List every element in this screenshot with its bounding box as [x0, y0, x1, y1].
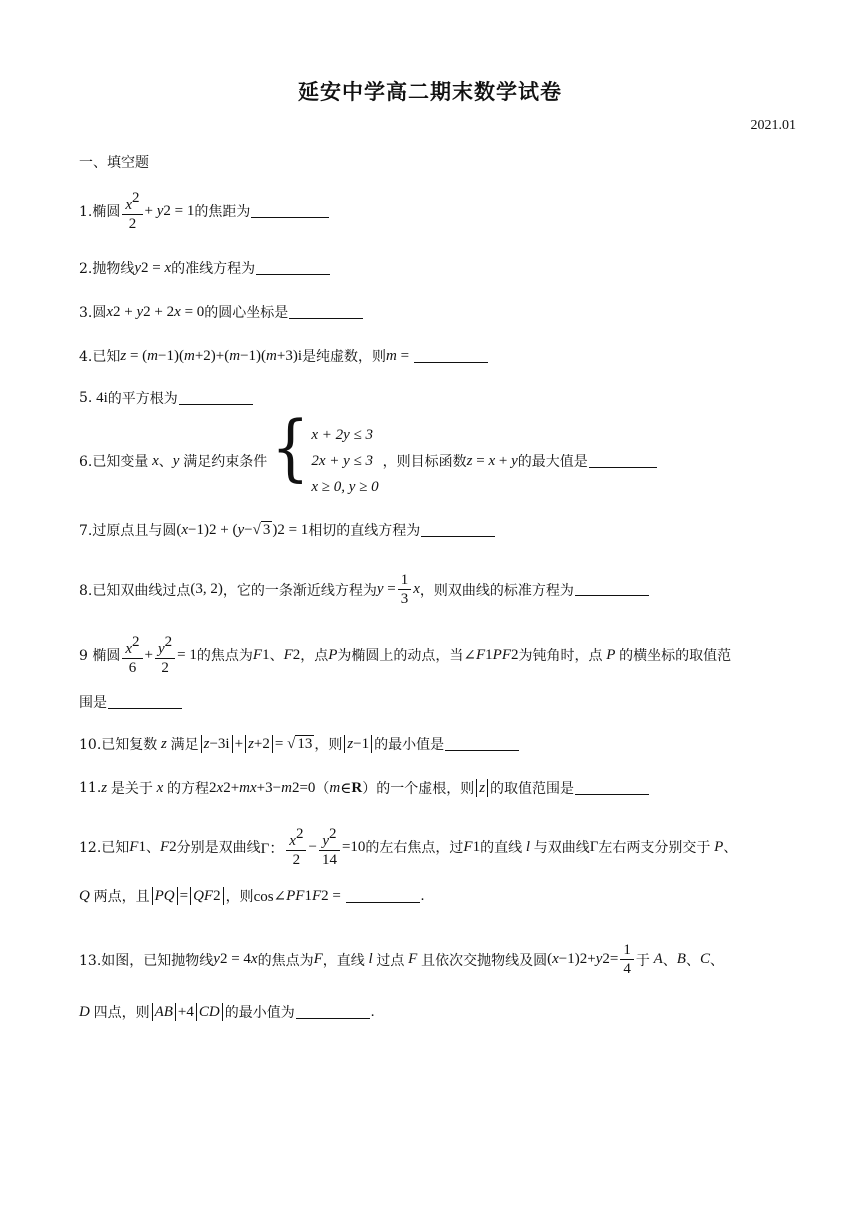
question-9-cont: 围是 — [79, 692, 800, 712]
question-3: 3.圆 x 2 + y 2 + 2 x = 0 的圆心坐标是 — [79, 302, 800, 322]
question-12-cont: Q 两点，且 PQ = QF 2 ，则 cos∠ PF 1 F 2 = . — [79, 887, 425, 905]
fraction: $\frac{1}{3}$ — [398, 572, 412, 607]
fraction: $\frac{1}{4}$ — [620, 942, 634, 977]
fraction: $\frac{x^2}{2}$ — [122, 190, 142, 232]
question-13: 13.如图，已知抛物线 y 2 = 4 x 的焦点为 F ，直线 l 过点 F 且依次交抛物线及圆 ( x −1) 2 + y 2 = $\frac{1}{4}$ 于 A 、 B 、 C 、 — [79, 942, 724, 977]
question-6: 6.已知变量 x 、 y 满足约束条件 { x + 2y ≤ 3 2x + y ≤ 3 x ≥ 0, y ≥ 0 ，则目标函数 z = x + y 的最大值是 — [79, 420, 800, 502]
answer-blank[interactable] — [296, 1006, 370, 1019]
question-11: 11. z 是关于 x 的方程 2 x 2 + mx +3− m 2 =0 （ m ∈ R ）的一个虚根，则 z 的取值范围是 — [79, 778, 800, 798]
question-9: 9 椭圆 $\frac{x^2}{6}$ + $\frac{y^2}{2}$ = 1 的焦点为 F 1 、 F 2 ，点 P 为椭圆上的动点，当 ∠ F 1 PF 2 为钝角时，点 P 的横坐标的取值范 — [79, 634, 732, 676]
answer-blank[interactable] — [575, 583, 649, 596]
answer-blank[interactable] — [414, 350, 488, 363]
fraction: $\frac{y^2}{14}$ — [319, 826, 340, 868]
answer-blank[interactable] — [251, 205, 329, 218]
fraction: $\frac{x^2}{2}$ — [286, 826, 306, 868]
answer-blank[interactable] — [575, 782, 649, 795]
question-5: 5. 4i 的平方根为 — [79, 388, 800, 408]
constraint-system: { x + 2y ≤ 3 2x + y ≤ 3 x ≥ 0, y ≥ 0 — [271, 405, 379, 495]
question-10: 10.已知复数 z 满足 z −3i + z +2 = √ 13 ，则 z −1 的最小值是 — [79, 734, 800, 754]
question-2: 2.抛物线 y 2 = x 的准线方程为 — [79, 258, 800, 278]
fraction: $\frac{x^2}{6}$ — [122, 634, 142, 676]
question-7: 7.过原点且与圆 ( x −1) 2 + ( y −√ 3 ) 2 = 1 相切的直线方程为 — [79, 520, 800, 540]
question-1: 1.椭圆 $\frac{x^2}{2}$ + y 2 = 1 的焦距为 — [79, 190, 800, 232]
question-12: 12.已知 F 1 、 F 2 分别是双曲线 Γ： $\frac{x^2}{2}$ − $\frac{y^2}{14}$ =10 的左右焦点，过 F 1 的直线 l 与双曲线 Γ 左右两支分别交于 P 、 — [79, 826, 738, 868]
page-title: 延安中学高二期末数学试卷 — [298, 80, 562, 104]
answer-blank[interactable] — [346, 890, 420, 903]
answer-blank[interactable] — [421, 524, 495, 537]
fraction: $\frac{y^2}{2}$ — [155, 634, 175, 676]
question-4: 4.已知 z = ( m −1)( m +2)+( m −1)( m +3)i 是纯虚数，则 m = — [79, 346, 800, 366]
answer-blank[interactable] — [256, 262, 330, 275]
answer-blank[interactable] — [589, 455, 657, 468]
exam-date: 2021.01 — [750, 118, 796, 133]
section-heading: 一、填空题 — [79, 155, 149, 171]
answer-blank[interactable] — [179, 392, 253, 405]
answer-blank[interactable] — [108, 696, 182, 709]
answer-blank[interactable] — [445, 738, 519, 751]
question-13-cont: D 四点，则 AB +4 CD 的最小值为 . — [79, 1003, 375, 1021]
question-8: 8.已知双曲线过点 (3, 2) ，它的一条渐近线方程为 y = $\frac{1}{3}$ x ，则双曲线的标准方程为 — [79, 572, 800, 607]
answer-blank[interactable] — [289, 306, 363, 319]
